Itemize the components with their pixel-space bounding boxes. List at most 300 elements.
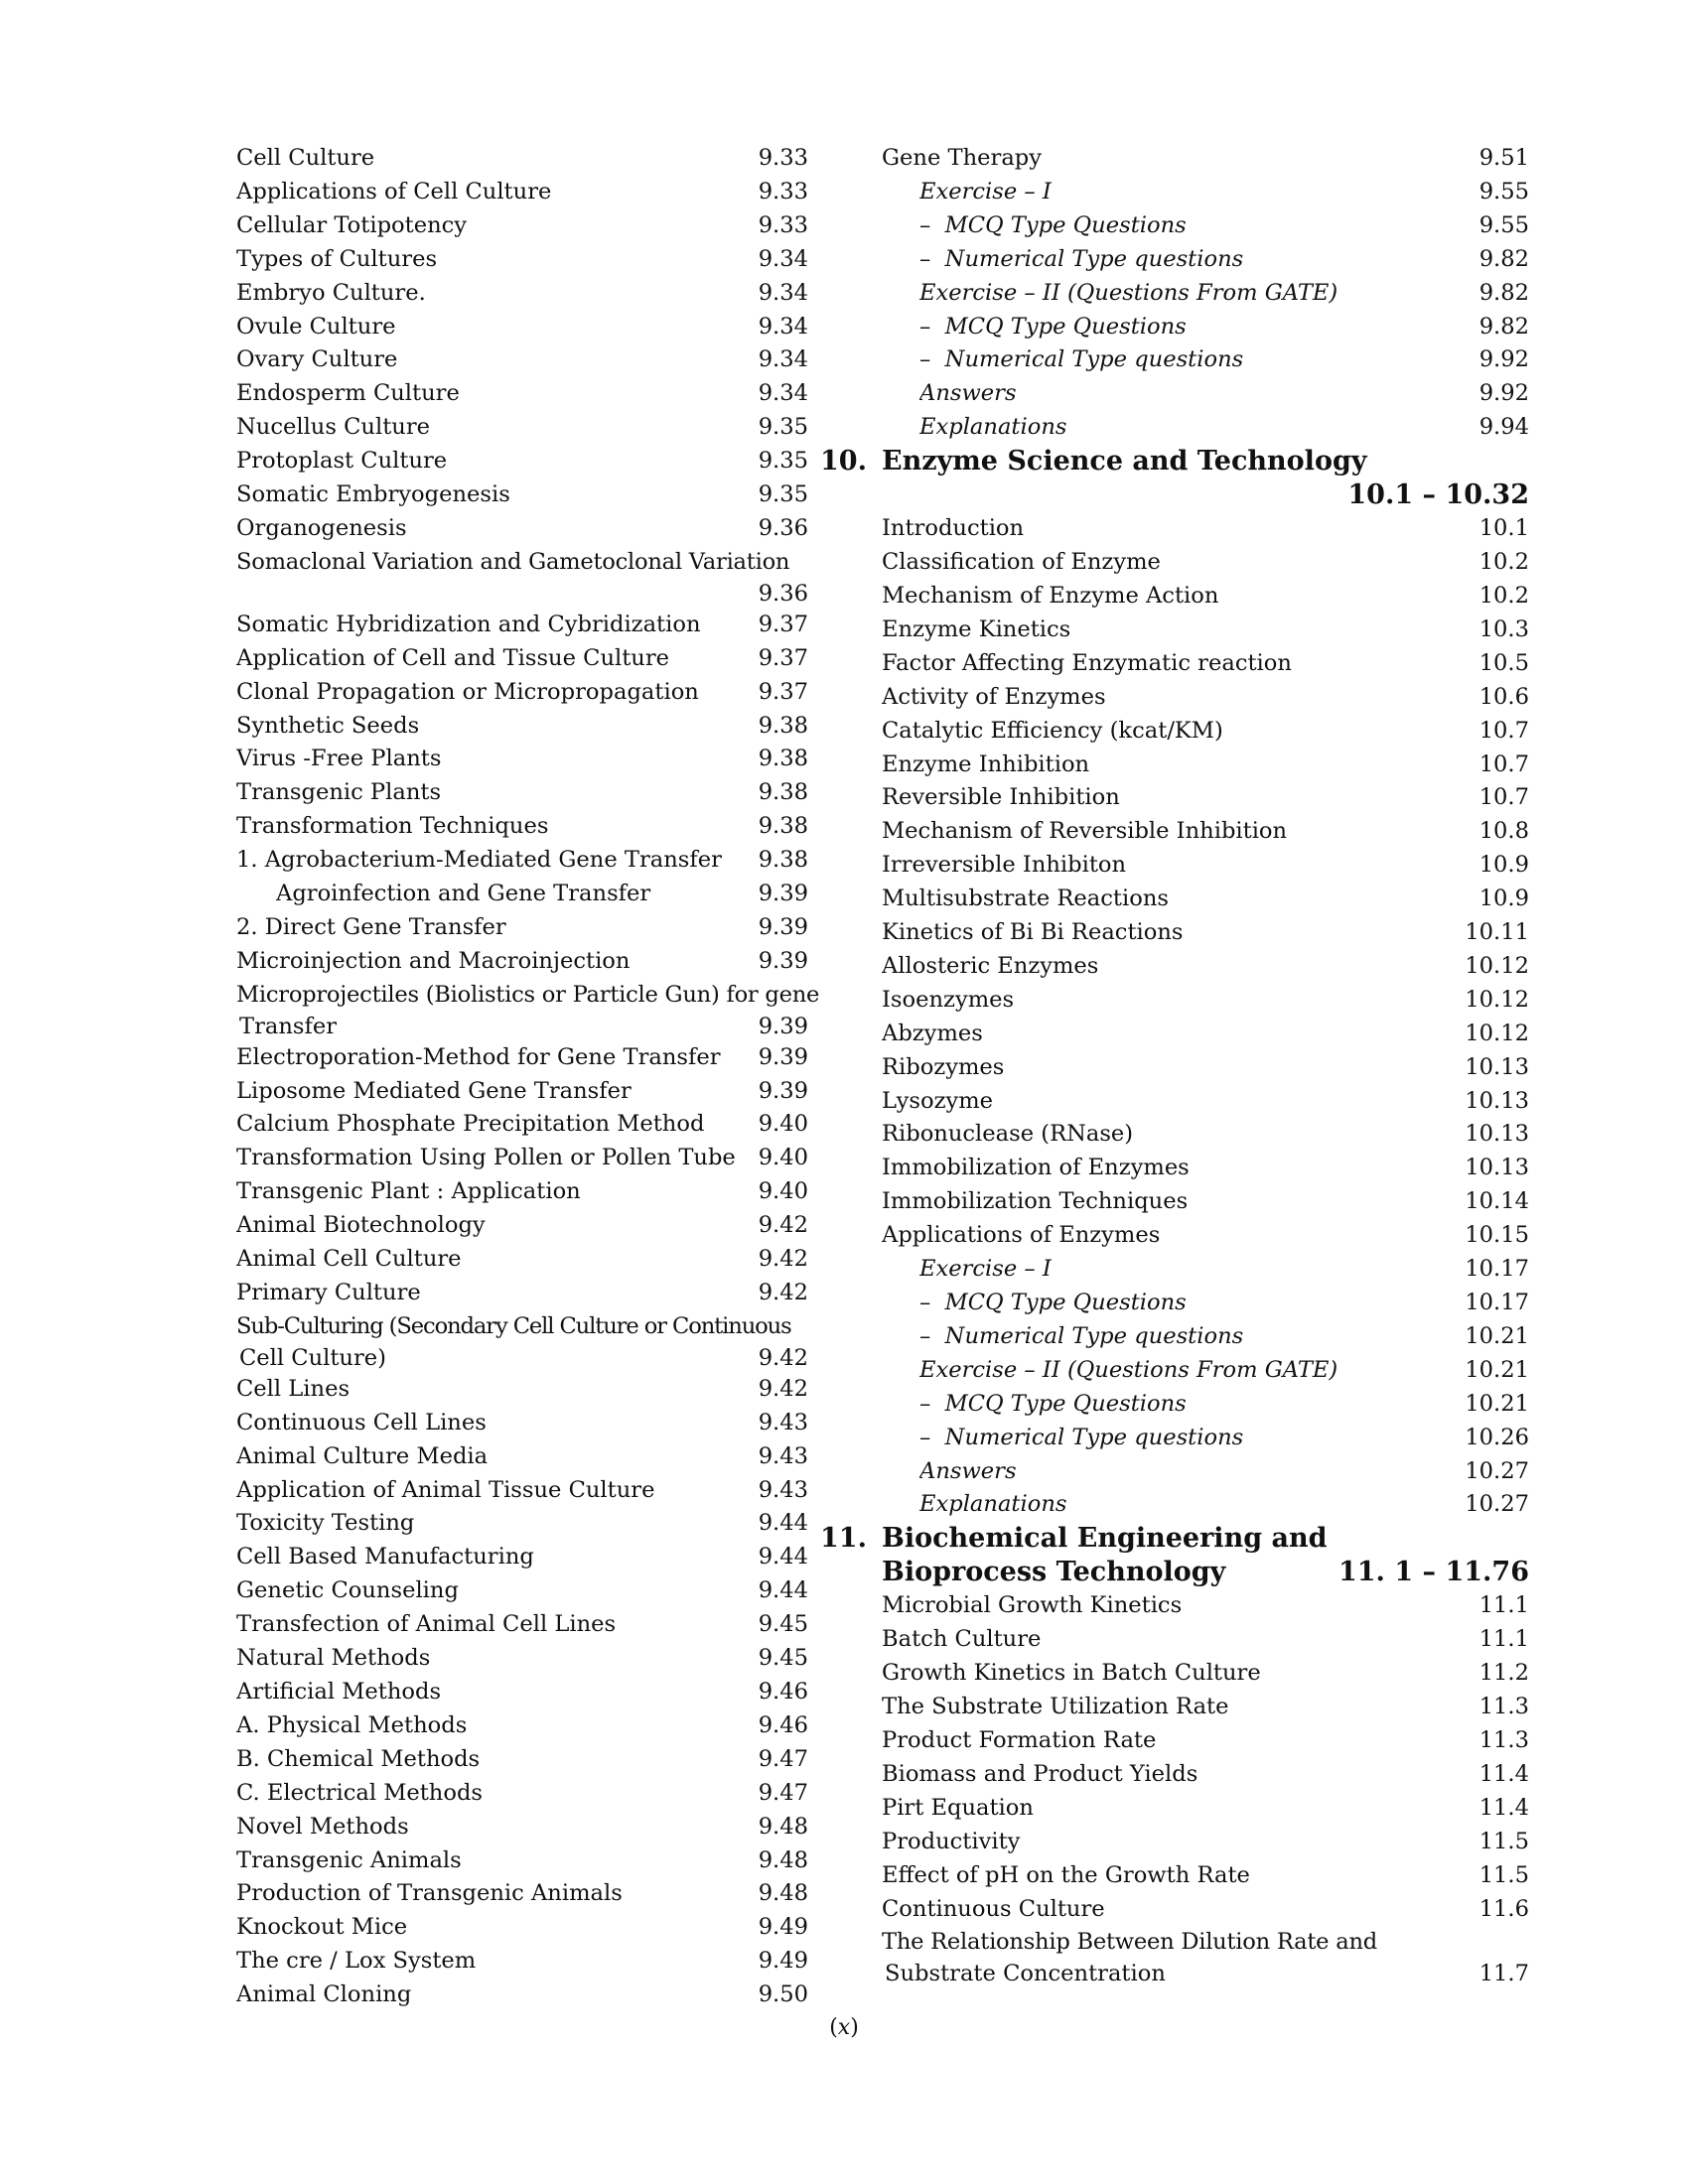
entry-page: 9.40 [758,1178,808,1205]
entry-label: Transfection of Animal Cell Lines [236,1611,617,1638]
toc-entry [882,749,1529,782]
entry-label: Cell Lines [236,1375,351,1402]
entry-label: Factor Affecting Enzymatic reaction [882,649,1292,676]
entry-label: Explanations [919,1491,1067,1518]
entry-label: Isoenzymes [882,986,1015,1013]
toc-entry [236,1075,808,1109]
entry-label: Pirt Equation [882,1794,1034,1821]
entry-page: 9.36 [758,580,808,607]
entry-label: Cell Based Manufacturing [236,1544,534,1570]
entry-label: Multisubstrate Reactions [882,886,1169,912]
entry-label: Activity of Enzymes [882,683,1106,710]
entry-label: Nucellus Culture [236,414,430,441]
entry-page: 9.37 [758,678,808,705]
toc-entry [882,1657,1529,1691]
toc-entry [882,815,1529,849]
entry-page: 9.42 [758,1375,808,1402]
entry-label: Enzyme Inhibition [882,751,1090,777]
toc-entry [236,810,808,844]
entry-label: Ribonuclease (RNase) [882,1121,1134,1148]
toc-entry [236,1877,808,1911]
entry-label: Ovule Culture [236,313,396,340]
entry-label: 2. Direct Gene Transfer [236,913,506,940]
toc-entry [236,1743,808,1777]
entry-label: Batch Culture [882,1626,1042,1653]
entry-page: 9.40 [758,1145,808,1171]
entry-page: 9.47 [758,1745,808,1772]
entry-label: Artificial Methods [236,1678,442,1705]
entry-label: Reversible Inhibition [882,784,1120,811]
toc-entry [882,1085,1529,1119]
entry-page: 10.13 [1465,1155,1529,1181]
entry-page: 9.46 [758,1678,808,1705]
entry-page: 10.5 [1478,649,1529,676]
toc-entry [882,1826,1529,1859]
entry-label: Enzyme Kinetics [882,615,1071,642]
entry-page: 10.13 [1465,1087,1529,1114]
entry-page: 9.33 [758,178,808,205]
entry-page: 11.2 [1478,1660,1529,1687]
exercise-entry [882,1253,1529,1287]
entry-page: 10.21 [1465,1356,1529,1383]
toc-entry [236,1574,808,1608]
toc-entry [236,1041,808,1075]
toc-entry [236,1945,808,1979]
entry-page: 9.34 [758,313,808,340]
entry-page: 9.38 [758,746,808,772]
chapter-number: 10. [820,446,867,478]
entry-label: Microinjection and Macroinjection [236,947,631,974]
exercise-subentry [882,1320,1529,1354]
entry-page: 9.38 [758,712,808,739]
entry-page: 9.92 [1478,346,1529,373]
page-folio: (x) [829,2015,859,2040]
toc-entry [882,916,1529,950]
toc-entry [882,512,1529,546]
toc-entry [236,1979,808,2012]
toc-entry [882,614,1529,647]
entry-label: Natural Methods [236,1645,431,1672]
entry-page: 10.1 [1478,515,1529,542]
toc-entry [236,1243,808,1277]
entry-page: 10.12 [1465,986,1529,1013]
entry-page: 9.36 [758,514,808,541]
entry-label-continued: Transfer [239,1013,338,1039]
entry-page: 9.49 [758,1914,808,1941]
entry-page: 9.33 [758,211,808,238]
toc-entry [236,1142,808,1175]
entry-label: The cre / Lox System [236,1948,477,1975]
entry-page: 9.35 [758,414,808,441]
entry-label: Somatic Embryogenesis [236,481,510,508]
entry-page: 10.9 [1478,852,1529,879]
entry-page: 10.8 [1478,818,1529,845]
entry-page: 9.48 [758,1846,808,1873]
chapter-heading [820,1522,1529,1589]
toc-entry [882,715,1529,749]
chapter-number: 11. [820,1523,867,1555]
entry-label: Cellular Totipotency [236,211,468,238]
entry-page: 9.38 [758,779,808,806]
entry-label: Microprojectiles (Biolistics or Particle Gun) for gene [236,981,820,1008]
toc-entry [236,343,808,377]
toc-entry [882,1185,1529,1219]
entry-page: 10.14 [1465,1188,1529,1215]
entry-page: 10.9 [1478,886,1529,912]
exercise-entry [882,411,1529,445]
entry-page: 9.40 [758,1111,808,1138]
entry-label: Answers [919,380,1017,407]
entry-page: 9.39 [758,913,808,940]
entry-page: 9.46 [758,1711,808,1738]
entry-page: 11.3 [1478,1726,1529,1753]
entry-page: 10.13 [1465,1121,1529,1148]
entry-label: Abzymes [882,1020,983,1046]
toc-entry [236,546,808,609]
toc-entry [236,1373,808,1407]
entry-label: Continuous Culture [882,1895,1105,1922]
entry-page: 9.42 [758,1246,808,1273]
entry-label: Knockout Mice [236,1914,408,1941]
chapter-page-range: 10.1 – 10.32 [1347,479,1529,511]
toc-entry [882,647,1529,681]
toc-entry [236,1277,808,1310]
entry-page: 9.92 [1478,380,1529,407]
entry-label: Applications of Cell Culture [236,178,552,205]
entry-label: Somaclonal Variation and Gametoclonal Variation [236,548,790,575]
entry-page: 9.44 [758,1544,808,1570]
entry-label: Biomass and Product Yields [882,1760,1198,1787]
entry-label: Animal Biotechnology [236,1212,486,1239]
entry-page: 9.44 [758,1577,808,1604]
toc-entry [236,642,808,676]
entry-label-continued: Substrate Concentration [885,1961,1166,1987]
entry-page: 11.1 [1478,1592,1529,1619]
entry-page: 9.39 [758,947,808,974]
toc-entry [882,984,1529,1018]
exercise-subentry [882,343,1529,377]
toc-entry [882,1051,1529,1085]
toc-entry [882,1758,1529,1792]
entry-page: 11.7 [1478,1961,1529,1987]
entry-label: Mechanism of Enzyme Action [882,582,1219,609]
entry-label: Catalytic Efficiency (kcat/KM) [882,717,1223,744]
entry-page: 9.38 [758,813,808,840]
entry-page: 10.17 [1465,1256,1529,1283]
toc-entry [236,1811,808,1844]
entry-page: 10.27 [1465,1491,1529,1518]
chapter-title-continued: Bioprocess Technology [882,1557,1226,1588]
toc-entry [236,1209,808,1243]
entry-page: 10.13 [1465,1053,1529,1080]
entry-label: Growth Kinetics in Batch Culture [882,1660,1261,1687]
entry-label: B. Chemical Methods [236,1745,481,1772]
entry-label: Application of Animal Tissue Culture [236,1476,655,1503]
entry-label: Classification of Enzyme [882,549,1161,576]
entry-label: Irreversible Inhibiton [882,852,1127,879]
toc-entry [236,878,808,911]
entry-label: Productivity [882,1828,1021,1854]
entry-label: Exercise – II (Questions From GATE) [919,1356,1338,1383]
entry-label: – MCQ Type Questions [919,1287,1465,1320]
exercise-entry [882,1354,1529,1388]
toc-entry [236,1642,808,1676]
entry-page: 10.7 [1478,717,1529,744]
entry-label: A. Physical Methods [236,1711,468,1738]
exercise-entry [882,1455,1529,1489]
entry-page: 9.39 [758,1043,808,1070]
entry-page: 10.27 [1465,1457,1529,1484]
toc-entry [236,142,808,176]
entry-label: Applications of Enzymes [882,1222,1161,1249]
entry-label: Genetic Counseling [236,1577,459,1604]
toc-entry [236,1911,808,1945]
exercise-subentry [882,209,1529,243]
entry-label: Answers [919,1457,1017,1484]
entry-page: 9.39 [758,881,808,907]
entry-page: 10.11 [1465,919,1529,946]
entry-label-continued: Cell Culture) [239,1344,386,1371]
entry-page: 9.48 [758,1813,808,1840]
toc-entry [236,1676,808,1709]
entry-page: 9.55 [1478,211,1529,238]
entry-label: Clonal Propagation or Micropropagation [236,678,699,705]
entry-page: 9.43 [758,1442,808,1469]
entry-page: 9.34 [758,380,808,407]
entry-label: Toxicity Testing [236,1510,415,1537]
entry-page: 11.5 [1478,1861,1529,1888]
page-number: x [837,2015,851,2040]
entry-label: Exercise – I [919,1256,1052,1283]
entry-label: Organogenesis [236,514,407,541]
toc-entry [236,209,808,243]
chapter-title: Enzyme Science and Technology [882,446,1367,478]
toc-entry [236,676,808,710]
toc-entry [236,1310,808,1373]
entry-label: The Relationship Between Dilution Rate and [882,1929,1377,1956]
entry-page: 9.39 [758,1077,808,1104]
entry-page: 10.12 [1465,952,1529,979]
entry-page: 9.48 [758,1880,808,1907]
entry-label: Somatic Hybridization and Cybridization [236,611,701,637]
toc-entry [236,776,808,810]
entry-page: 10.2 [1478,582,1529,609]
entry-page: 9.39 [758,1013,808,1039]
entry-page: 9.94 [1478,414,1529,441]
entry-label: Ribozymes [882,1053,1005,1080]
toc-entry [236,277,808,311]
entry-label: Ovary Culture [236,346,398,373]
entry-label: Types of Cultures [236,245,438,272]
entry-label: Explanations [919,414,1067,441]
toc-entry [882,1219,1529,1253]
toc-entry [236,1175,808,1209]
entry-page: 10.3 [1478,615,1529,642]
toc-entry [236,411,808,445]
entry-page: 11.6 [1478,1895,1529,1922]
entry-page: 11.1 [1478,1626,1529,1653]
chapter-title: Biochemical Engineering and [882,1523,1328,1555]
toc-entry [882,1691,1529,1724]
toc-entry [236,1709,808,1743]
entry-label: Synthetic Seeds [236,712,420,739]
entry-page: 9.33 [758,145,808,171]
toc-entry [236,1541,808,1574]
entry-page: 9.49 [758,1948,808,1975]
entry-page: 10.2 [1478,549,1529,576]
exercise-entry [882,277,1529,311]
chapter-heading [820,445,1529,512]
toc-entry [236,710,808,744]
entry-label: Novel Methods [236,1813,409,1840]
toc-entry [882,781,1529,815]
entry-page: 9.44 [758,1510,808,1537]
toc-entry [236,1407,808,1440]
entry-page: 10.7 [1478,751,1529,777]
entry-label: Animal Cloning [236,1981,412,2008]
entry-label: Microbial Growth Kinetics [882,1592,1183,1619]
entry-page: 10.15 [1465,1222,1529,1249]
toc-entry [236,844,808,878]
entry-label: The Substrate Utilization Rate [882,1694,1229,1720]
entry-label: Lysozyme [882,1087,994,1114]
entry-label: Introduction [882,515,1025,542]
toc-entry [236,979,820,1041]
entry-page: 9.34 [758,245,808,272]
entry-page: 10.26 [1465,1424,1529,1450]
toc-entry [236,609,808,642]
entry-page: 9.37 [758,644,808,671]
entry-page: 10.12 [1465,1020,1529,1046]
entry-label: Transformation Using Pollen or Pollen Tube [236,1145,736,1171]
toc-entry [882,1792,1529,1826]
toc-entry [236,1844,808,1878]
entry-page: 9.50 [758,1981,808,2008]
toc-entry [882,1926,1529,1988]
toc-entry [882,1152,1529,1185]
entry-page: 11.3 [1478,1694,1529,1720]
entry-label: Calcium Phosphate Precipitation Method [236,1111,705,1138]
entry-label: Animal Culture Media [236,1442,489,1469]
entry-label: Liposome Mediated Gene Transfer [236,1077,632,1104]
toc-entry [882,1018,1529,1051]
entry-page: 10.21 [1465,1322,1529,1349]
entry-label: Protoplast Culture [236,448,448,475]
left-column [236,142,820,2012]
entry-label: Cell Culture [236,145,375,171]
entry-label: – Numerical Type questions [919,343,1470,377]
entry-page: 9.37 [758,611,808,637]
toc-entry [236,911,808,945]
entry-page: 10.21 [1465,1390,1529,1417]
entry-label: Application of Cell and Tissue Culture [236,644,670,671]
entry-page: 9.35 [758,481,808,508]
toc-entry [236,1777,808,1811]
toc-entry [882,1118,1529,1152]
toc-entry [882,950,1529,984]
entry-label: – MCQ Type Questions [919,1388,1465,1422]
toc-entry [882,1589,1529,1623]
entry-page: 9.45 [758,1611,808,1638]
entry-label: Exercise – II (Questions From GATE) [919,279,1338,306]
toc-entry [882,681,1529,715]
right-column [820,142,1529,1988]
entry-page: 9.35 [758,448,808,475]
entry-label: Gene Therapy [882,145,1043,171]
entry-label: 1. Agrobacterium-Mediated Gene Transfer [236,847,722,874]
entry-page: 9.34 [758,346,808,373]
entry-page: 9.82 [1478,245,1529,272]
entry-label: Electroporation-Method for Gene Transfer [236,1043,721,1070]
entry-label: Kinetics of Bi Bi Reactions [882,919,1184,946]
toc-entry [236,945,808,979]
toc-entry [236,377,808,411]
toc-entry [236,743,808,776]
toc-entry [882,1893,1529,1927]
entry-label: Allosteric Enzymes [882,952,1099,979]
entry-label: Virus -Free Plants [236,746,442,772]
entry-label: Transgenic Animals [236,1846,462,1873]
toc-entry [236,1507,808,1541]
exercise-entry [882,377,1529,411]
entry-label: – MCQ Type Questions [919,311,1470,344]
entry-label: Endosperm Culture [236,380,460,407]
entry-label: Embryo Culture. [236,279,426,306]
toc-entry [236,176,808,209]
toc-entry [236,311,808,344]
entry-label: Immobilization Techniques [882,1188,1189,1215]
chapter-page-range: 11. 1 – 11.76 [1337,1557,1529,1588]
entry-label: Transgenic Plants [236,779,442,806]
toc-entry [882,580,1529,614]
entry-page: 9.82 [1478,279,1529,306]
entry-label: Mechanism of Reversible Inhibition [882,818,1288,845]
entry-label: Exercise – I [919,178,1052,205]
entry-page: 11.5 [1478,1828,1529,1854]
toc-entry [882,1623,1529,1657]
entry-label: C. Electrical Methods [236,1779,484,1806]
toc-entry [236,1440,808,1474]
entry-label: Production of Transgenic Animals [236,1880,623,1907]
entry-page: 9.43 [758,1409,808,1435]
entry-label: – Numerical Type questions [919,1320,1465,1354]
toc-entry [236,243,808,277]
toc-entry [882,1859,1529,1893]
toc-entry [236,1608,808,1642]
toc-entry [882,1724,1529,1758]
entry-label: Agroinfection and Gene Transfer [276,881,651,907]
exercise-subentry [882,311,1529,344]
entry-page: 10.17 [1465,1290,1529,1315]
entry-label: Sub-Culturing (Secondary Cell Culture or Continuous [236,1312,791,1339]
entry-page: 9.42 [758,1344,808,1371]
toc-entry [882,849,1529,883]
entry-page: 9.42 [758,1212,808,1239]
toc-entry [882,142,1529,176]
entry-label: Transgenic Plant : Application [236,1178,581,1205]
toc-entry [236,1474,808,1508]
exercise-subentry [882,1422,1529,1455]
entry-page: 10.7 [1478,784,1529,811]
entry-page: 9.51 [1478,145,1529,171]
entry-page: 9.45 [758,1645,808,1672]
entry-page: 9.38 [758,847,808,874]
toc-entry [882,883,1529,916]
exercise-entry [882,1488,1529,1522]
entry-label: – Numerical Type questions [919,1422,1465,1455]
entry-page: 9.55 [1478,178,1529,205]
entry-label: Effect of pH on the Growth Rate [882,1861,1250,1888]
